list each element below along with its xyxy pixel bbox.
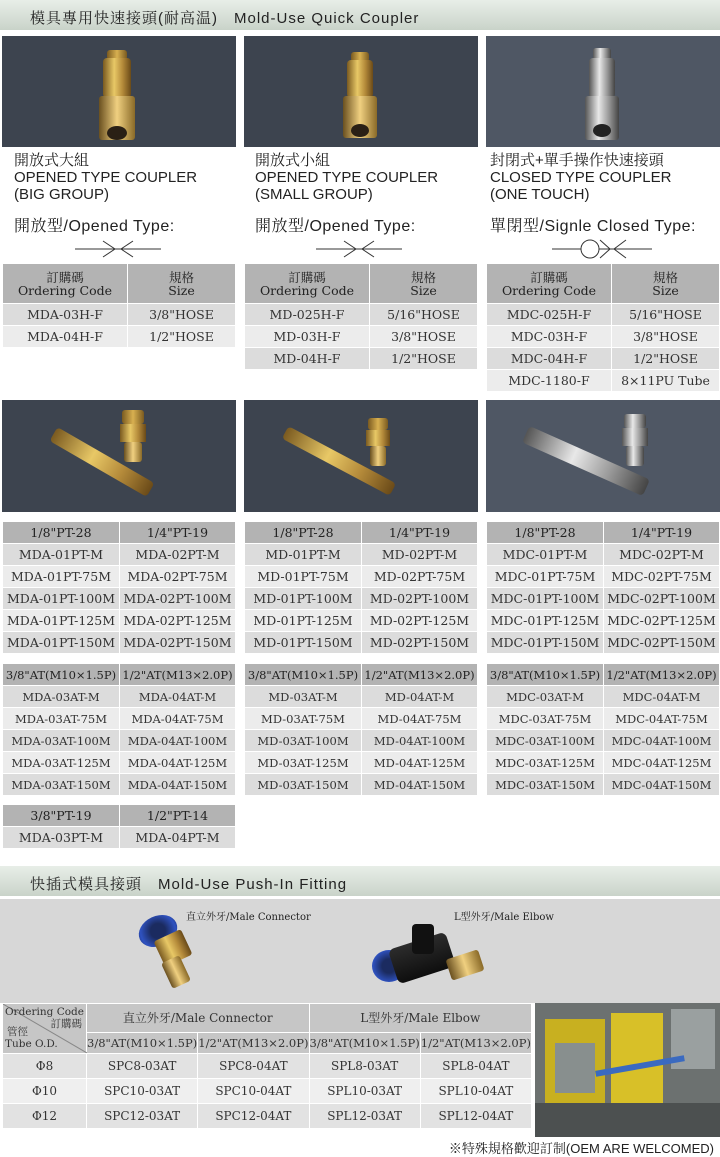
- code-cell: MDC-03AT-100M: [487, 730, 604, 752]
- header-cell: 3/8"AT(M10×1.5P): [487, 664, 604, 686]
- code-cell: MD-01PT-M: [245, 544, 362, 566]
- code-cell: MDC-01PT-M: [487, 544, 604, 566]
- code-cell: MDC-03AT-150M: [487, 774, 604, 796]
- code-cell: MDA-01PT-150M: [3, 632, 120, 654]
- code-cell: MDA-02PT-125M: [120, 610, 236, 632]
- code-cell: MD-02PT-75M: [362, 566, 478, 588]
- adapter-icon: [364, 418, 392, 468]
- adapter-icon: [118, 410, 148, 464]
- code-cell: MD-03AT-150M: [245, 774, 362, 796]
- opened-type-symbol-icon: [316, 238, 402, 260]
- code-cell: MD-02PT-150M: [362, 632, 478, 654]
- code-cell: MDC-02PT-150M: [604, 632, 720, 654]
- caption-mdc: [490, 152, 671, 203]
- coupler-chrome-icon: [584, 48, 620, 142]
- code-cell: SPL10-04AT: [420, 1079, 531, 1104]
- caption-cn: 開放式大組: [14, 152, 90, 169]
- caption-en1: OPENED TYPE COUPLER: [14, 169, 198, 186]
- code-cell: SPC12-04AT: [198, 1104, 309, 1129]
- code-cell: MDA-04AT-M: [120, 686, 236, 708]
- push-in-table: [2, 1003, 532, 1129]
- code-cell: MDA-04AT-100M: [120, 730, 236, 752]
- code-cell: MDA-02PT-100M: [120, 588, 236, 610]
- male-connector-label: 直立外牙/Male Connector: [186, 912, 311, 923]
- corner-code-cn: 訂購碼: [50, 1018, 82, 1030]
- at-table-mdc: [486, 663, 720, 796]
- caption-cn: 封閉式+單手操作快速接頭: [490, 152, 664, 169]
- header-size: 規格 Size: [612, 264, 720, 304]
- size-cell: 8×11PU Tube: [612, 370, 720, 392]
- corner-cell: [3, 1004, 87, 1054]
- type-label-mda: 開放型/Opened Type:: [14, 218, 175, 235]
- caption-en1: OPENED TYPE COUPLER: [255, 169, 439, 186]
- code-cell: SPC10-04AT: [198, 1079, 309, 1104]
- caption-en2: (BIG GROUP): [14, 186, 110, 203]
- code-cell: MDA-03H-F: [3, 304, 128, 326]
- ordering-table-mda: [2, 263, 236, 348]
- code-cell: MDC-04AT-100M: [604, 730, 720, 752]
- header-size: 規格 Size: [128, 264, 236, 304]
- header-code: 訂購碼 Ordering Code: [487, 264, 612, 304]
- code-cell: MDA-02PT-75M: [120, 566, 236, 588]
- code-cell: MDA-04AT-150M: [120, 774, 236, 796]
- ordering-table-mdc: [486, 263, 720, 392]
- code-cell: MD-01PT-100M: [245, 588, 362, 610]
- header-cell: 1/4"PT-19: [362, 522, 478, 544]
- corner-od-en: Tube O.D.: [5, 1038, 58, 1050]
- header-cell: 1/2"AT(M13×2.0P): [120, 664, 236, 686]
- code-cell: MDC-03AT-75M: [487, 708, 604, 730]
- code-cell: MD-03H-F: [245, 326, 370, 348]
- code-cell: MDA-02PT-150M: [120, 632, 236, 654]
- size-cell: 3/8"HOSE: [128, 304, 236, 326]
- header-cell: 1/8"PT-28: [487, 522, 604, 544]
- header-cell: 3/8"PT-19: [3, 805, 120, 827]
- corner-code-en: Ordering Code: [4, 1006, 84, 1018]
- code-cell: MD-04AT-125M: [362, 752, 478, 774]
- product-photo-md: [244, 36, 478, 147]
- code-cell: MDC-02PT-75M: [604, 566, 720, 588]
- code-cell: MDA-01PT-M: [3, 544, 120, 566]
- code-cell: SPC8-04AT: [198, 1054, 309, 1079]
- caption-mda: [14, 152, 197, 203]
- code-cell: MDC-03AT-125M: [487, 752, 604, 774]
- at-table-mda: [2, 663, 236, 796]
- code-cell: MD-03AT-M: [245, 686, 362, 708]
- code-cell: MDC-02PT-100M: [604, 588, 720, 610]
- size-cell: 3/8"HOSE: [370, 326, 478, 348]
- size-cell: 1/2"HOSE: [612, 348, 720, 370]
- header-cell: 1/8"PT-28: [3, 522, 120, 544]
- group-header: L型外牙/Male Elbow: [309, 1004, 532, 1033]
- header-cell: 1/2"AT(M13×2.0P): [604, 664, 720, 686]
- header-code: 訂購碼 Ordering Code: [3, 264, 128, 304]
- caption-cn: 開放式小組: [255, 152, 331, 169]
- pt-table-md: [244, 521, 478, 654]
- product-photo-mda-nipple: [2, 400, 236, 512]
- sub-header: 3/8"AT(M10×1.5P): [87, 1032, 198, 1053]
- od-cell: Φ8: [3, 1054, 87, 1079]
- sub-header: 1/2"AT(M13×2.0P): [420, 1032, 531, 1053]
- coupler-brass-icon: [342, 52, 378, 140]
- code-cell: MD-01PT-125M: [245, 610, 362, 632]
- header-cell: 1/4"PT-19: [604, 522, 720, 544]
- code-cell: MDA-04H-F: [3, 326, 128, 348]
- male-connector-icon: [136, 912, 206, 992]
- code-cell: MDA-02PT-M: [120, 544, 236, 566]
- code-cell: MDC-04AT-150M: [604, 774, 720, 796]
- header-code: 訂購碼 Ordering Code: [245, 264, 370, 304]
- code-cell: MDC-04AT-125M: [604, 752, 720, 774]
- header-cell: 1/2"PT-14: [120, 805, 236, 827]
- mold-machine-photo: [535, 1003, 720, 1137]
- pt-table-mda: [2, 521, 236, 654]
- product-photo-mdc: [486, 36, 720, 147]
- code-cell: MD-02PT-125M: [362, 610, 478, 632]
- code-cell: MDA-03PT-M: [3, 827, 120, 849]
- code-cell: MDC-02PT-125M: [604, 610, 720, 632]
- code-cell: SPL12-03AT: [309, 1104, 420, 1129]
- code-cell: MDA-03AT-M: [3, 686, 120, 708]
- code-cell: SPC10-03AT: [87, 1079, 198, 1104]
- code-cell: MDA-03AT-150M: [3, 774, 120, 796]
- code-cell: MD-02PT-100M: [362, 588, 478, 610]
- code-cell: MD-03AT-100M: [245, 730, 362, 752]
- code-cell: MDC-01PT-75M: [487, 566, 604, 588]
- code-cell: MDA-04AT-75M: [120, 708, 236, 730]
- pt2-table-mda: [2, 804, 236, 849]
- size-cell: 5/16"HOSE: [612, 304, 720, 326]
- ordering-table-md: [244, 263, 478, 370]
- sub-header: 3/8"AT(M10×1.5P): [309, 1032, 420, 1053]
- caption-md: [255, 152, 438, 203]
- code-cell: MDC-03AT-M: [487, 686, 604, 708]
- adapter-chrome-icon: [620, 414, 650, 468]
- product-photo-md-nipple: [244, 400, 478, 512]
- code-cell: MDA-04AT-125M: [120, 752, 236, 774]
- header-cell: 1/8"PT-28: [245, 522, 362, 544]
- type-label-md: 開放型/Opened Type:: [255, 218, 416, 235]
- type-label-mdc: 單閉型/Signle Closed Type:: [490, 218, 696, 235]
- sub-header: 1/2"AT(M13×2.0P): [198, 1032, 309, 1053]
- group-header: 直立外牙/Male Connector: [87, 1004, 310, 1033]
- header-cell: 1/2"AT(M13×2.0P): [362, 664, 478, 686]
- caption-en2: (SMALL GROUP): [255, 186, 373, 203]
- code-cell: MD-025H-F: [245, 304, 370, 326]
- at-table-md: [244, 663, 478, 796]
- code-cell: MD-01PT-75M: [245, 566, 362, 588]
- male-elbow-icon: [372, 920, 492, 996]
- code-cell: SPC12-03AT: [87, 1104, 198, 1129]
- code-cell: SPC8-03AT: [87, 1054, 198, 1079]
- code-cell: MD-01PT-150M: [245, 632, 362, 654]
- code-cell: MD-04AT-75M: [362, 708, 478, 730]
- code-cell: MDA-01PT-100M: [3, 588, 120, 610]
- code-cell: MDA-03AT-75M: [3, 708, 120, 730]
- code-cell: SPL10-03AT: [309, 1079, 420, 1104]
- size-cell: 1/2"HOSE: [128, 326, 236, 348]
- product-photo-mda: [2, 36, 236, 147]
- code-cell: MDC-025H-F: [487, 304, 612, 326]
- code-cell: MD-03AT-75M: [245, 708, 362, 730]
- footer-note: ※特殊規格歡迎訂制(OEM ARE WELCOMED): [448, 1141, 714, 1156]
- code-cell: MDC-01PT-125M: [487, 610, 604, 632]
- code-cell: MD-04AT-100M: [362, 730, 478, 752]
- section-title: 模具專用快速接頭(耐高温) Mold-Use Quick Coupler: [30, 10, 420, 27]
- code-cell: MDC-1180-F: [487, 370, 612, 392]
- code-cell: MDC-04AT-75M: [604, 708, 720, 730]
- size-cell: 1/2"HOSE: [370, 348, 478, 370]
- code-cell: MDA-03AT-125M: [3, 752, 120, 774]
- code-cell: MD-04H-F: [245, 348, 370, 370]
- code-cell: MDC-04AT-M: [604, 686, 720, 708]
- code-cell: MD-02PT-M: [362, 544, 478, 566]
- caption-en2: (ONE TOUCH): [490, 186, 590, 203]
- od-cell: Φ10: [3, 1079, 87, 1104]
- section-header-push-in: [0, 866, 720, 896]
- code-cell: SPL8-04AT: [420, 1054, 531, 1079]
- section-header-quick-coupler: [0, 0, 720, 30]
- closed-type-symbol-icon: [552, 237, 652, 261]
- header-cell: 1/4"PT-19: [120, 522, 236, 544]
- product-photo-mdc-nipple: [486, 400, 720, 512]
- code-cell: MDA-01PT-75M: [3, 566, 120, 588]
- coupler-brass-icon: [97, 50, 137, 142]
- male-elbow-label: L型外牙/Male Elbow: [454, 912, 554, 923]
- code-cell: MDA-03AT-100M: [3, 730, 120, 752]
- code-cell: MDC-01PT-150M: [487, 632, 604, 654]
- pt-table-mdc: [486, 521, 720, 654]
- header-cell: 3/8"AT(M10×1.5P): [3, 664, 120, 686]
- code-cell: MD-03AT-125M: [245, 752, 362, 774]
- code-cell: MDC-02PT-M: [604, 544, 720, 566]
- code-cell: MD-04AT-M: [362, 686, 478, 708]
- code-cell: MDA-04PT-M: [120, 827, 236, 849]
- od-cell: Φ12: [3, 1104, 87, 1129]
- corner-od-cn: 管徑: [7, 1026, 28, 1038]
- code-cell: MD-04AT-150M: [362, 774, 478, 796]
- code-cell: SPL8-03AT: [309, 1054, 420, 1079]
- size-cell: 5/16"HOSE: [370, 304, 478, 326]
- caption-en1: CLOSED TYPE COUPLER: [490, 169, 672, 186]
- code-cell: MDC-04H-F: [487, 348, 612, 370]
- push-in-product-area: [0, 899, 720, 1003]
- header-cell: 3/8"AT(M10×1.5P): [245, 664, 362, 686]
- code-cell: MDC-01PT-100M: [487, 588, 604, 610]
- code-cell: SPL12-04AT: [420, 1104, 531, 1129]
- opened-type-symbol-icon: [75, 238, 161, 260]
- code-cell: MDC-03H-F: [487, 326, 612, 348]
- size-cell: 3/8"HOSE: [612, 326, 720, 348]
- code-cell: MDA-01PT-125M: [3, 610, 120, 632]
- section-title: 快插式模具接頭 Mold-Use Push-In Fitting: [30, 876, 348, 893]
- header-size: 規格 Size: [370, 264, 478, 304]
